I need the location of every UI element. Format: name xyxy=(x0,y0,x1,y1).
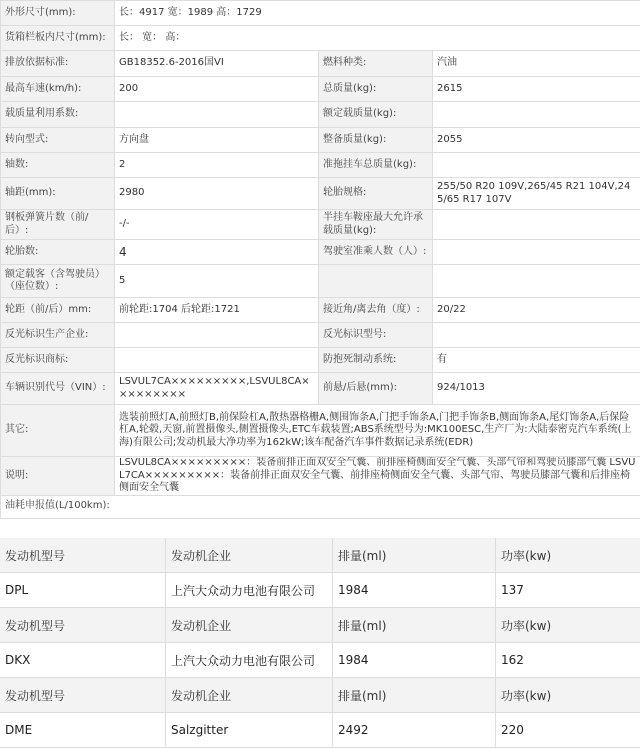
spec-label: 驾驶室准乘人数（人）: xyxy=(319,240,433,265)
spec-label: 半挂车鞍座最大允许承载质量(kg): xyxy=(319,210,433,240)
engine-header-row xyxy=(0,608,640,643)
header-engine-model: 发动机型号 xyxy=(0,608,166,642)
header-power: 功率(kw) xyxy=(496,538,640,572)
spec-value xyxy=(433,240,640,265)
header-displacement: 排量(ml) xyxy=(333,538,496,572)
engine-model: DPL xyxy=(0,573,166,607)
spec-value: LSVUL8CA×××××××××：装备前排正面双安全气囊、前排座椅侧面安全气囊、头部气帘和驾驶员膝部气囊 LSVUL7CA×××××××××：装备前排正面双安全气囊、前排座椅侧面安全气囊、头部气帘、驾驶员膝部气囊和后排座椅侧面安全气囊 xyxy=(115,457,640,496)
spec-row-emission xyxy=(1,51,640,77)
spec-label: 前悬/后悬(mm): xyxy=(319,373,433,405)
spec-row-axles xyxy=(1,153,640,178)
spec-row-load xyxy=(1,102,640,128)
engine-displacement: 2492 xyxy=(333,713,496,747)
spec-row-dimensions xyxy=(1,1,640,26)
spec-fuel-cell xyxy=(1,495,640,518)
engine-power: 162 xyxy=(496,643,640,677)
engine-displacement: 1984 xyxy=(333,643,496,677)
header-engine-model: 发动机型号 xyxy=(0,538,166,572)
spec-label: 最高车速(km/h): xyxy=(1,77,115,102)
spec-label: 整备质量(kg): xyxy=(319,128,433,153)
spec-value: 选装前照灯A,前照灯B,前保险杠A,散热器格栅A,侧围饰条A,门把手饰条A,门把手饰条B,侧面饰条A,尾灯饰条A,后保险杠A,轮毂,天窗,前置摄像头,侧置摄像头,ETC车载装置;ABS系统型号为:MK100ESC,生产厂为:大陆泰密克汽车系统(上海)有限公司;发动机最大净功率为162kW;该车配备汽车事件数据记录系统(EDR) xyxy=(115,405,640,457)
spec-label: 反光标识商标: xyxy=(1,348,115,373)
spec-label: 轮距（前/后）mm: xyxy=(1,298,115,323)
spec-row-springs xyxy=(1,210,640,240)
spec-label: 准拖挂车总质量(kg): xyxy=(319,153,433,178)
header-engine-maker: 发动机企业 xyxy=(166,678,333,712)
header-power: 功率(kw) xyxy=(496,608,640,642)
spec-label: 油耗申报值(L/100km): xyxy=(5,500,110,511)
spec-value: 924/1013 xyxy=(433,373,640,405)
spec-label: 燃料种类: xyxy=(319,51,433,77)
spec-row-seats xyxy=(1,265,640,298)
spec-label: 额定载客（含驾驶员）（座位数）: xyxy=(1,265,115,298)
spec-row-cargo-box xyxy=(1,26,640,51)
spec-label: 轮胎数: xyxy=(1,240,115,265)
spec-value: 方向盘 xyxy=(115,128,319,153)
header-engine-maker: 发动机企业 xyxy=(166,608,333,642)
spec-label: 轮胎规格: xyxy=(319,178,433,210)
spec-row-notes xyxy=(1,457,640,496)
header-power: 功率(kw) xyxy=(496,678,640,712)
spec-label: 载质量利用系数: xyxy=(1,102,115,128)
spec-label: 反光标识型号: xyxy=(319,323,433,348)
spec-row-track xyxy=(1,298,640,323)
spec-value: 20/22 xyxy=(433,298,640,323)
spec-value: 2 xyxy=(115,153,319,178)
spec-row-speed xyxy=(1,77,640,102)
spec-value: 2980 xyxy=(115,178,319,210)
header-engine-maker: 发动机企业 xyxy=(166,538,333,572)
engine-model: DKX xyxy=(0,643,166,677)
spec-value: 汽油 xyxy=(433,51,640,77)
spec-label: 总质量(kg): xyxy=(319,77,433,102)
spec-value: 2615 xyxy=(433,77,640,102)
spec-value xyxy=(433,265,640,298)
spec-value xyxy=(433,153,640,178)
spec-value xyxy=(115,348,319,373)
spec-label: 货箱栏板内尺寸(mm): xyxy=(1,26,115,51)
spec-row-steering xyxy=(1,128,640,153)
engine-header-row xyxy=(0,678,640,713)
spec-row-vin xyxy=(1,373,640,405)
spec-value: 200 xyxy=(115,77,319,102)
engine-row xyxy=(0,643,640,678)
engine-maker: 上汽大众动力电池有限公司 xyxy=(166,573,333,607)
spec-label: 接近角/离去角（度）: xyxy=(319,298,433,323)
spec-label: 转向型式: xyxy=(1,128,115,153)
spec-label: 额定载质量(kg): xyxy=(319,102,433,128)
header-displacement: 排量(ml) xyxy=(333,608,496,642)
spec-row-fuel-consumption xyxy=(1,495,640,518)
header-displacement: 排量(ml) xyxy=(333,678,496,712)
spec-value xyxy=(433,323,640,348)
spec-value: 255/50 R20 109V,265/45 R21 104V,245/65 R17 107V xyxy=(433,178,640,210)
spec-label: 防抱死制动系统: xyxy=(319,348,433,373)
engine-displacement: 1984 xyxy=(333,573,496,607)
spec-value: 有 xyxy=(433,348,640,373)
engine-model: DME xyxy=(0,713,166,747)
spec-row-wheelbase xyxy=(1,178,640,210)
spec-label: 排放依据标准: xyxy=(1,51,115,77)
spec-value: 2055 xyxy=(433,128,640,153)
spec-label: 轴距(mm): xyxy=(1,178,115,210)
engine-header-row xyxy=(0,538,640,573)
spec-value xyxy=(433,210,640,240)
spec-row-abs xyxy=(1,348,640,373)
spec-value: 长： 宽： 高： xyxy=(115,26,640,51)
header-engine-model: 发动机型号 xyxy=(0,678,166,712)
spec-label: 说明: xyxy=(1,457,115,496)
engine-row xyxy=(0,573,640,608)
spec-value xyxy=(115,323,319,348)
spec-value: 4 xyxy=(115,240,319,265)
spec-label: 钢板弹簧片数（前/后）: xyxy=(1,210,115,240)
spec-value: -/- xyxy=(115,210,319,240)
spec-row-other xyxy=(1,405,640,457)
engine-power: 137 xyxy=(496,573,640,607)
spec-row-reflector xyxy=(1,323,640,348)
spec-label xyxy=(319,265,433,298)
spec-label: 车辆识别代号（VIN）: xyxy=(1,373,115,405)
spec-label: 轴数: xyxy=(1,153,115,178)
spec-label: 反光标识生产企业: xyxy=(1,323,115,348)
engine-power: 220 xyxy=(496,713,640,747)
spec-value: LSVUL7CA×××××××××,LSVUL8CA××××××××× xyxy=(115,373,319,405)
engine-maker: Salzgitter xyxy=(166,713,333,747)
spec-value xyxy=(115,102,319,128)
spec-value: 5 xyxy=(115,265,319,298)
spec-value: GB18352.6-2016国VI xyxy=(115,51,319,77)
spec-row-tires xyxy=(1,240,640,265)
spec-value xyxy=(433,102,640,128)
spec-value: 长：4917 宽：1989 高：1729 xyxy=(115,1,640,26)
engine-table xyxy=(0,538,640,748)
engine-row xyxy=(0,713,640,748)
spec-label: 外形尺寸(mm): xyxy=(1,1,115,26)
spec-value: 前轮距:1704 后轮距:1721 xyxy=(115,298,319,323)
spec-label: 其它: xyxy=(1,405,115,457)
engine-maker: 上汽大众动力电池有限公司 xyxy=(166,643,333,677)
